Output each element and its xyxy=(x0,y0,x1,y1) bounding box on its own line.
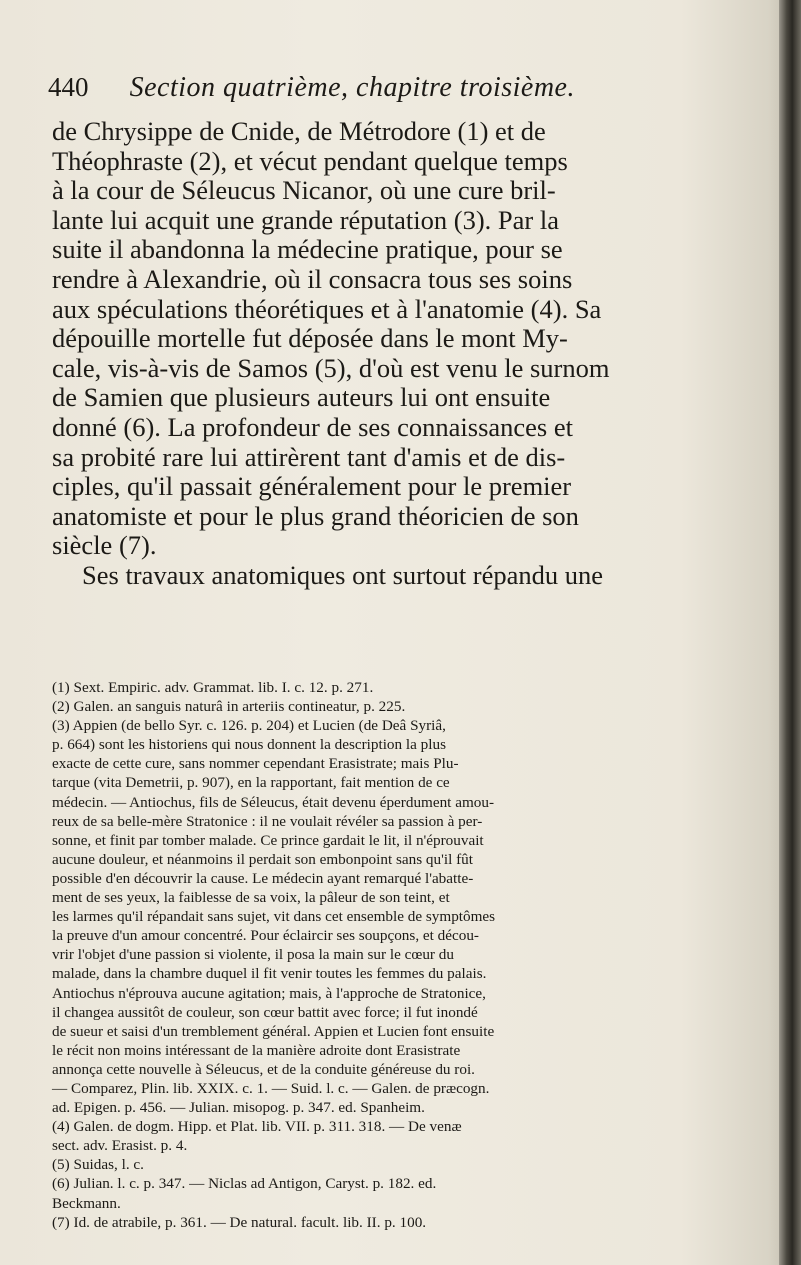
footnote-line: (6) Julian. l. c. p. 347. — Niclas ad Antigon, Caryst. p. 182. ed. xyxy=(52,1175,437,1193)
footnote-line: tarque (vita Demetrii, p. 907), en la rapportant, fait mention de ce xyxy=(52,774,450,792)
footnote-line: ment de ses yeux, la faiblesse de sa voix, la pâleur de son teint, et xyxy=(52,889,450,907)
text-line: de Samien que plusieurs auteurs lui ont ensuite xyxy=(52,382,551,413)
footnote-line: (4) Galen. de dogm. Hipp. et Plat. lib. VII. p. 311. 318. — De venæ xyxy=(52,1118,462,1136)
text-line: siècle (7). xyxy=(52,530,157,561)
footnote-line: sonne, et finit par tomber malade. Ce prince gardait le lit, il n'éprouvait xyxy=(52,831,484,849)
text-line: rendre à Alexandrie, où il consacra tous ses soins xyxy=(52,263,573,294)
footnote-line: annonça cette nouvelle à Séleucus, et de la conduite généreuse du roi. xyxy=(52,1060,475,1078)
footnote-line: le récit non moins intéressant de la manière adroite dont Erasistrate xyxy=(52,1041,461,1059)
footnote-line: sect. adv. Erasist. p. 4. xyxy=(52,1137,188,1155)
footnote-line: la preuve d'un amour concentré. Pour éclaircir ses soupçons, et décou- xyxy=(52,927,479,945)
footnote-line: — Comparez, Plin. lib. XXIX. c. 1. — Suid. l. c. — Galen. de præcogn. xyxy=(52,1079,490,1097)
footnote-line: (2) Galen. an sanguis naturâ in arteriis contineatur, p. 225. xyxy=(52,698,406,716)
footnote-line: malade, dans la chambre duquel il fit venir toutes les femmes du palais. xyxy=(52,965,487,983)
text-line: donné (6). La profondeur de ses connaissances et xyxy=(52,411,573,442)
text-line: à la cour de Séleucus Nicanor, où une cure bril- xyxy=(52,175,556,206)
footnote-line: Beckmann. xyxy=(52,1194,121,1212)
page-header xyxy=(48,72,688,112)
footnote-line: les larmes qu'il répandait sans sujet, vit dans cet ensemble de symptômes xyxy=(52,908,496,926)
text-line: sa probité rare lui attirèrent tant d'amis et de dis- xyxy=(52,441,566,472)
footnote-line: exacte de cette cure, sans nommer cependant Erasistrate; mais Plu- xyxy=(52,755,459,773)
footnote-line: de sueur et saisi d'un tremblement général. Appien et Lucien font ensuite xyxy=(52,1022,495,1040)
text-line: dépouille mortelle fut déposée dans le mont My- xyxy=(52,323,568,354)
main-text xyxy=(52,117,752,591)
footnote-line: possible d'en découvrir la cause. Le médecin ayant remarqué l'abatte- xyxy=(52,869,474,887)
footnote-line: p. 664) sont les historiens qui nous donnent la description la plus xyxy=(52,736,446,754)
running-title: Section quatrième, chapitre troisième. xyxy=(129,72,575,103)
footnote-line: (3) Appien (de bello Syr. c. 126. p. 204) et Lucien (de Deâ Syriâ, xyxy=(52,717,446,735)
footnote-line: Antiochus n'éprouva aucune agitation; mais, à l'approche de Stratonice, xyxy=(52,984,486,1002)
footnote-line: (1) Sext. Empiric. adv. Grammat. lib. I. c. 12. p. 271. xyxy=(52,679,374,696)
footnote-line: aucune douleur, et néanmoins il perdait son embonpoint sans qu'il fût xyxy=(52,850,473,868)
text-line: ciples, qu'il passait généralement pour le premier xyxy=(52,471,572,502)
footnote-line: (5) Suidas, l. c. xyxy=(52,1156,144,1174)
text-line: aux spéculations théorétiques et à l'anatomie (4). Sa xyxy=(52,293,602,324)
footnote-line: médecin. — Antiochus, fils de Séleucus, était devenu éperdument amou- xyxy=(52,793,495,811)
footnote-line: vrir l'objet d'une passion si violente, il posa la main sur le cœur du xyxy=(52,946,454,964)
footnote-line: (7) Id. de atrabile, p. 361. — De natural. facult. lib. II. p. 100. xyxy=(52,1213,427,1231)
text-line: Théophraste (2), et vécut pendant quelque temps xyxy=(52,145,568,176)
book-gutter-shadow xyxy=(779,0,801,1265)
text-line: lante lui acquit une grande réputation (3). Par la xyxy=(52,204,559,235)
text-line: anatomiste et pour le plus grand théoricien de son xyxy=(52,500,579,531)
footnotes xyxy=(52,678,752,1232)
footnote-line: reux de sa belle-mère Stratonice : il ne voulait révéler sa passion à per- xyxy=(52,812,483,830)
text-line: suite il abandonna la médecine pratique, pour se xyxy=(52,234,563,265)
page-number: 440 xyxy=(48,72,89,102)
text-line: cale, vis-à-vis de Samos (5), d'où est venu le surnom xyxy=(52,352,610,383)
footnote-line: il changea aussitôt de couleur, son cœur battit avec force; il fut inondé xyxy=(52,1003,478,1021)
text-line: Ses travaux anatomiques ont surtout répandu une xyxy=(82,559,604,590)
footnote-line: ad. Epigen. p. 456. — Julian. misopog. p. 347. ed. Spanheim. xyxy=(52,1099,425,1117)
text-line: de Chrysippe de Cnide, de Métrodore (1) et de xyxy=(52,116,546,146)
